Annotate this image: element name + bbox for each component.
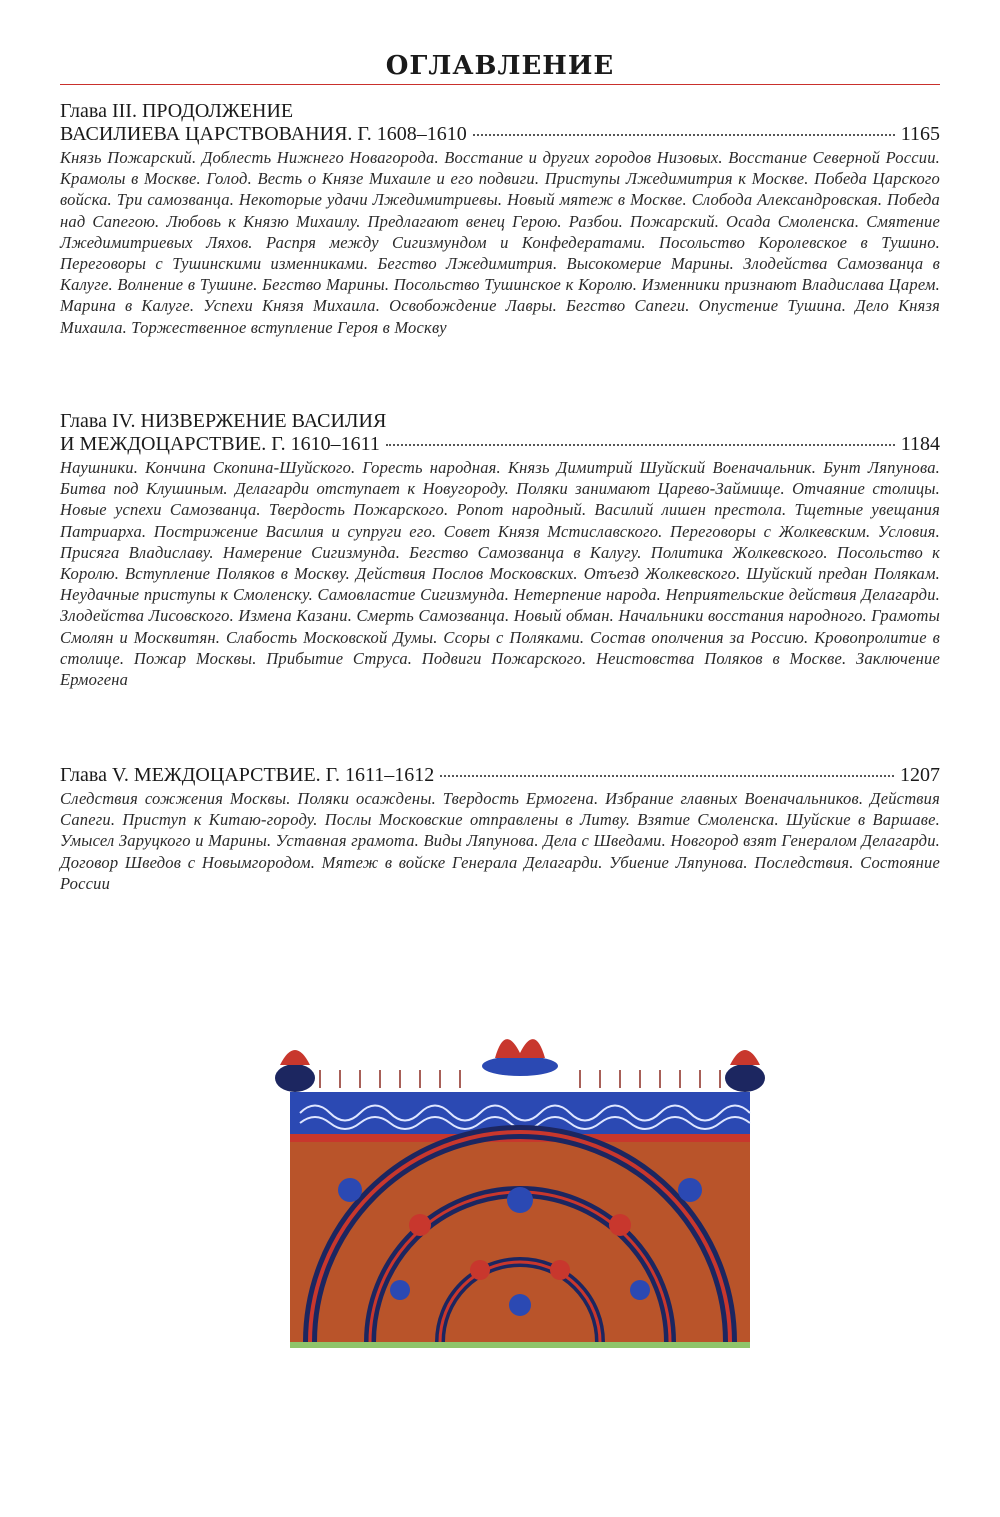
chapter-heading-row: [60, 764, 940, 787]
page-number: 1207: [900, 764, 940, 786]
toc-entry-chapter-3[interactable]: [60, 100, 940, 338]
toc-entry-chapter-4[interactable]: [60, 410, 940, 690]
chapter-summary: Следствия сожжения Москвы. Поляки осаждены. Твердость Ермогена. Избрание главных Военачальников. Действия Сапеги. Приступ к Китаю-городу. Послы Московские отправлены в Литву. Взятие Смоленска. Шуйские в Варшаве. Умысел Заруцкого и Марины. Уставная грамота. Виды Ляпунова. Дела с Шведами. Новгород взят Генералом Делагарди. Договор Шведов с Новымгородом. Мятеж в войске Генерала Делагарди. Убиение Ляпунова. Последствия. Состояние России: [60, 789, 940, 893]
illuminated-headpiece-ornament: [240, 1020, 780, 1360]
dot-leader: [386, 443, 895, 446]
ornament-finials: [275, 1039, 765, 1092]
page-title: ОГЛАВЛЕНИЕ: [385, 51, 615, 81]
page-number: 1184: [900, 433, 940, 455]
chapter-title: Глава V. МЕЖДОЦАРСТВИЕ. Г. 1611–1612: [60, 764, 435, 786]
chapter-summary: Наушники. Кончина Скопина-Шуйского. Горесть народная. Князь Димитрий Шуйский Военачальник. Бунт Ляпунова. Битва под Клушиным. Делагарди отступает к Новугороду. Поляки занимают Царево-Займище. Отчаяние столицы. Новые успехи Самозванца. Твердость Пожарского. Ропот народный. Василий лишен престола. Тщетные увещания Патриарха. Пострижение Василия и супруги его. Совет Князя Мстиславского. Переговоры с Жолкевским. Условия. Присяга Владиславу. Намерение Сигизмунда. Бегство Самозванца в Калугу. Политика Жолкевского. Посольство к Королю. Вступление Поляков в Москву. Действия Послов Московских. Отъезд Жолкевского. Шуйский предан Полякам. Неудачные приступы к Смоленску. Самовластие Сигизмунда. Нетерпение народа. Неприятельские действия Делагарди. Злодейства Лисовского. Измена Казани. Смерть Самозванца. Новый обман. Начальники восстания народного. Грамоты Смолян и Москвитян. Слабость Московской Думы. Ссоры с Поляками. Состав ополчения за Россию. Кровопролитие в столице. Пожар Москвы. Прибытие Струса. Подвиги Пожарского. Неистовства Поляков в Москве. Заключение Ермогена: [60, 458, 940, 690]
chapter-label: Глава IV. НИЗВЕРЖЕНИЕ ВАСИЛИЯ: [60, 410, 387, 432]
chapter-title: ВАСИЛИЕВА ЦАРСТВОВАНИЯ. Г. 1608–1610: [60, 123, 467, 145]
dot-leader: [473, 133, 895, 136]
title-divider: [60, 84, 940, 85]
chapter-heading-row: [60, 433, 940, 456]
chapter-title: И МЕЖДОЦАРСТВИЕ. Г. 1610–1611: [60, 433, 380, 455]
chapter-heading-row: [60, 123, 940, 146]
toc-entry-chapter-5[interactable]: [60, 764, 940, 894]
dot-leader: [440, 774, 894, 777]
chapter-summary: Князь Пожарский. Доблесть Нижнего Новагорода. Восстание и других городов Низовых. Восстание Северной России. Крамолы в Москве. Голод. Весть о Князе Михаиле и его подвиги. Приступы Лжедимитрия к Москве. Победа Царского войска. Три самозванца. Некоторые удачи Лжедимитриевы. Новый мятеж в Москве. Слобода Александровская. Победа над Сапегою. Любовь к Князю Михаилу. Предлагают венец Герою. Разбои. Пожарский. Осада Смоленска. Смятение Лжедимитриевых Ляхов. Распря между Сигизмундом и Конфедератами. Посольство Королевское в Тушино. Переговоры с Тушинскими изменниками. Бегство Лжедимитрия. Высокомерие Марины. Злодейства Самозванца в Калуге. Волнение в Тушине. Бегство Марины. Посольство Тушинское к Королю. Изменники признают Владислава Царем. Марина в Калуге. Успехи Князя Михаила. Освобождение Лавры. Бегство Сапеги. Опустение Тушина. Дело Князя Михаила. Торжественное вступление Героя в Москву: [60, 148, 940, 337]
chapter-label: Глава III. ПРОДОЛЖЕНИЕ: [60, 100, 294, 122]
page-number: 1165: [900, 123, 940, 145]
